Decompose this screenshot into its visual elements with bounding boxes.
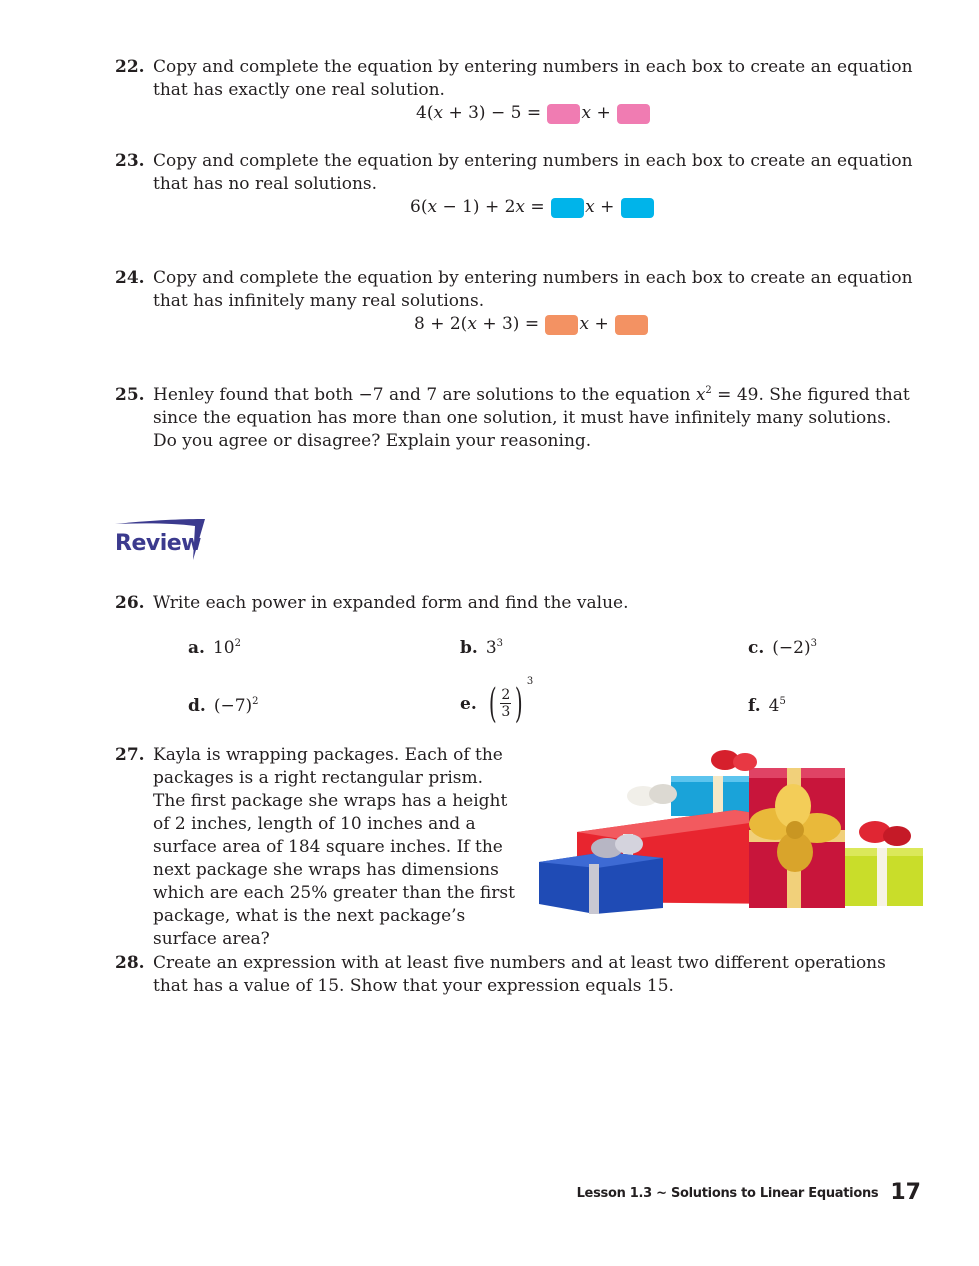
problem-24 (115, 267, 915, 313)
answer-box[interactable] (621, 198, 654, 218)
problem-text: Copy and complete the equation by entering numbers in each box to create an equation that has infinitely many real solutions. (153, 268, 913, 311)
problem-text: Kayla is wrapping packages. Each of the packages is a right rectangular prism. The first package she wraps has a height of 2 inches, length of 10 inches and a surface area of 184 square inches. If the next package she wraps has dimensions which are each 25% greater than the first package, what is the next package’s surface area? (153, 745, 515, 949)
problem-26 (115, 592, 915, 615)
lesson-title: Lesson 1.3 ~ Solutions to Linear Equations (576, 1186, 879, 1201)
review-title: Review (115, 531, 201, 556)
equation-22: 4(x + 3) − 5 = x + (416, 102, 651, 124)
problem-number: 24. (115, 268, 145, 288)
problem-number: 26. (115, 593, 145, 613)
power-item-f: f. $4^5$ (748, 696, 786, 716)
answer-box[interactable] (615, 315, 648, 335)
power-item-c: c. $(-2)^3$ (748, 638, 817, 658)
problem-28 (115, 952, 915, 998)
problem-23 (115, 150, 915, 196)
problem-text: Copy and complete the equation by entering numbers in each box to create an equation that has exactly one real solution. (153, 57, 913, 100)
answer-box[interactable] (545, 315, 578, 335)
power-item-d: d. $(-7)^2$ (188, 696, 259, 716)
page-footer (577, 1180, 921, 1205)
power-item-b: b. $3^3$ (460, 638, 504, 658)
equation-24: 8 + 2(x + 3) = x + (414, 313, 649, 335)
problem-number: 23. (115, 151, 145, 171)
page-number: 17 (890, 1180, 921, 1205)
problem-text: Henley found that both −7 and 7 are solutions to the equation $x^2 = 49$. She figured that since the equation has more than one solution, it must have infinitely many solutions. Do you agree or disagree? Explain your reasoning. (153, 385, 910, 451)
problem-number: 27. (115, 745, 145, 765)
gift-packages-icon (535, 744, 927, 916)
problem-27 (115, 744, 515, 951)
problem-text: Write each power in expanded form and find the value. (153, 593, 629, 613)
answer-box[interactable] (617, 104, 650, 124)
review-heading (113, 518, 213, 564)
problem-25 (115, 384, 915, 453)
problem-text: Copy and complete the equation by entering numbers in each box to create an equation that has no real solutions. (153, 151, 913, 194)
fraction: ( 2 3 ) (488, 680, 523, 727)
problem-22 (115, 56, 915, 102)
power-item-e: e. ( 2 3 ) $^3$ (460, 676, 534, 727)
problem-number: 25. (115, 385, 145, 405)
answer-box[interactable] (547, 104, 580, 124)
power-item-a: a. $10^2$ (188, 638, 241, 658)
equation-23: 6(x − 1) + 2x = x + (410, 196, 655, 218)
answer-box[interactable] (551, 198, 584, 218)
problem-number: 28. (115, 953, 145, 973)
problem-text: Create an expression with at least five numbers and at least two different operations that has a value of 15. Show that your expression equals 15. (153, 953, 886, 996)
problem-number: 22. (115, 57, 145, 77)
